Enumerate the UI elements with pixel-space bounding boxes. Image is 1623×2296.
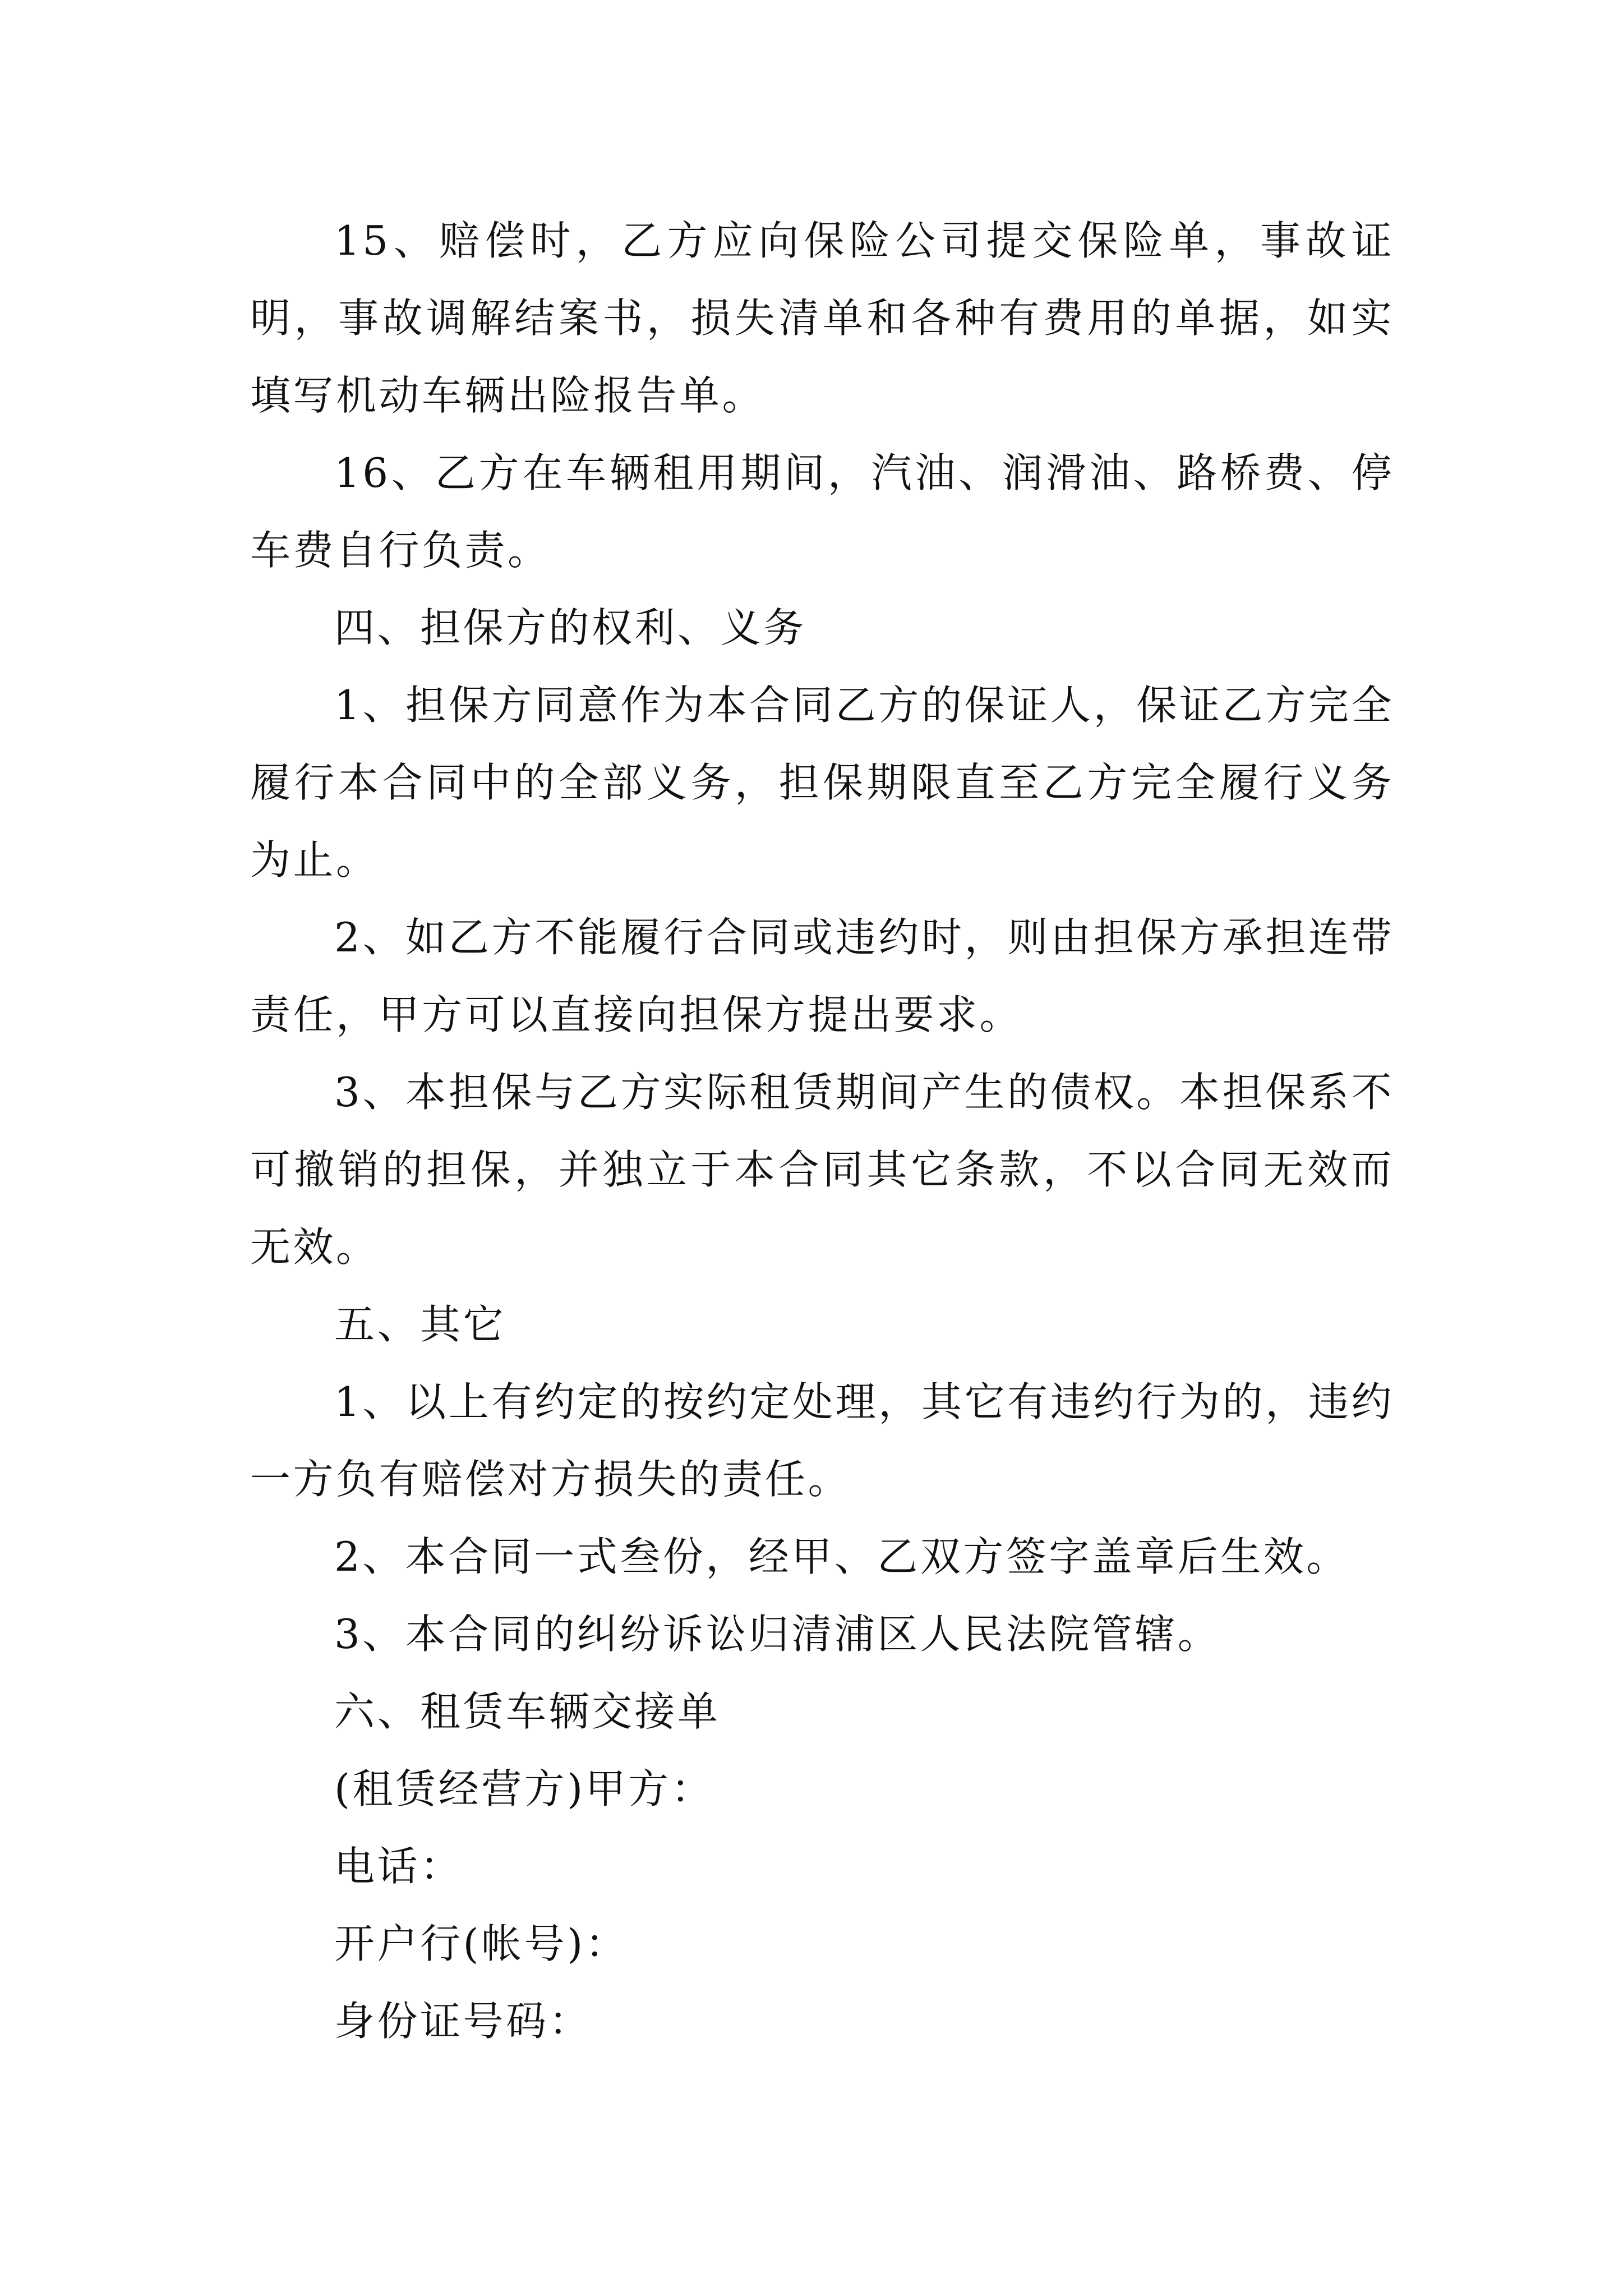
- id-number-label: 身份证号码：: [334, 1998, 592, 2045]
- section-heading-handover: 六、租赁车辆交接单: [334, 1688, 721, 1735]
- party-a-label: (租赁经营方)甲方：: [334, 1765, 714, 1812]
- guarantor-clause-1: 1、担保方同意作为本合同乙方的保证人，保证乙方完全履行本合同中的全部义务，担保期限直至乙方完全履行义务为止。: [250, 682, 1394, 884]
- guarantor-clause-2: 2、如乙方不能履行合同或违约时，则由担保方承担连带责任，甲方可以直接向担保方提出要求。: [250, 914, 1394, 1038]
- document-body: [250, 202, 1394, 2060]
- clause-16-fuel-and-fees: 16、乙方在车辆租用期间，汽油、润滑油、路桥费、停车费自行负责。: [250, 449, 1394, 574]
- section-heading-other: 五、其它: [334, 1301, 506, 1348]
- other-clause-3: 3、本合同的纠纷诉讼归清浦区人民法院管辖。: [334, 1611, 1221, 1658]
- guarantor-clause-3: 3、本担保与乙方实际租赁期间产生的债权。本担保系不可撤销的担保，并独立于本合同其它条款，不以合同无效而无效。: [250, 1069, 1394, 1271]
- clause-15-compensation-documents: 15、赔偿时，乙方应向保险公司提交保险单，事故证明，事故调解结案书，损失清单和各种有费用的单据，如实填写机动车辆出险报告单。: [250, 217, 1394, 419]
- phone-label: 电话：: [334, 1843, 463, 1890]
- section-heading-guarantor: 四、担保方的权利、义务: [334, 604, 806, 651]
- other-clause-2: 2、本合同一式叁份，经甲、乙双方签字盖章后生效。: [334, 1533, 1349, 1580]
- other-clause-1: 1、以上有约定的按约定处理，其它有违约行为的，违约一方负有赔偿对方损失的责任。: [250, 1378, 1394, 1503]
- bank-account-label: 开户行(帐号)：: [334, 1920, 629, 1967]
